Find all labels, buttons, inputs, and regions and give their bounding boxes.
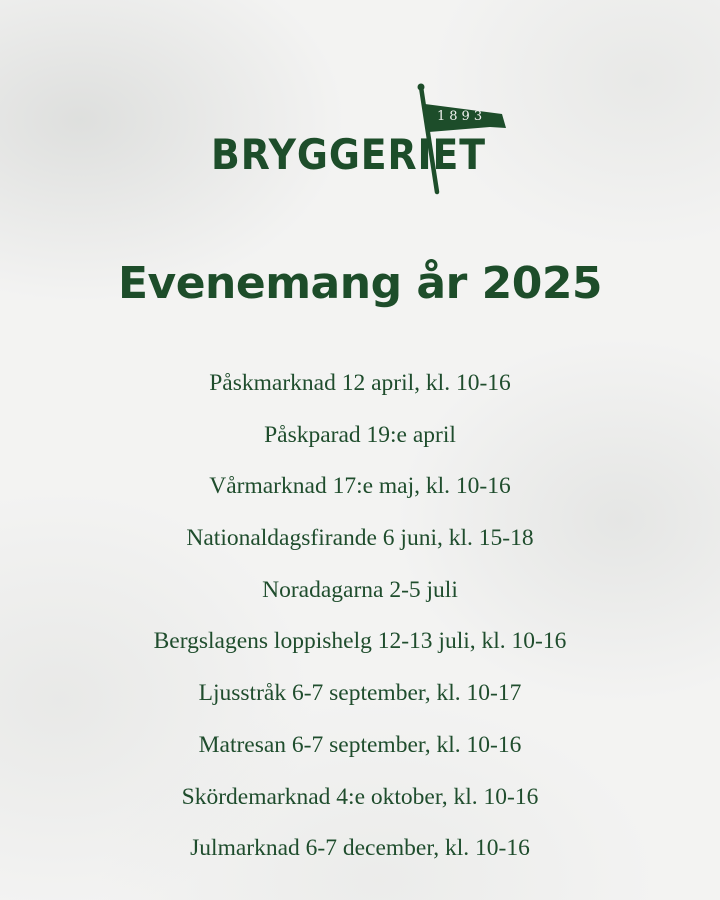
list-item: Påskmarknad 12 april, kl. 10-16 [209, 370, 511, 396]
list-item: Noradagarna 2-5 juli [262, 576, 458, 603]
page-title: Evenemang år 2025 [117, 258, 603, 309]
list-item: Ljusstråk 6-7 september, kl. 10-17 [198, 680, 522, 707]
list-item: Påskparad 19:e april [264, 421, 456, 448]
list-item: Julmarknad 6-7 december, kl. 10-16 [190, 835, 530, 862]
list-item: Skördemarknad 4:e oktober, kl. 10-16 [181, 783, 539, 810]
event-list [0, 358, 720, 875]
list-item: Vårmarknad 17:e maj, kl. 10-16 [209, 473, 511, 500]
brand-year: 1893 [437, 109, 487, 124]
brand-name: BRYGGERIET [211, 130, 486, 179]
brewery-logo [0, 0, 720, 200]
list-item: Matresan 6-7 september, kl. 10-16 [198, 731, 522, 758]
list-item: Bergslagens loppishelg 12-13 juli, kl. 10-16 [153, 628, 567, 655]
list-item: Nationaldagsfirande 6 juni, kl. 15-18 [186, 525, 534, 552]
